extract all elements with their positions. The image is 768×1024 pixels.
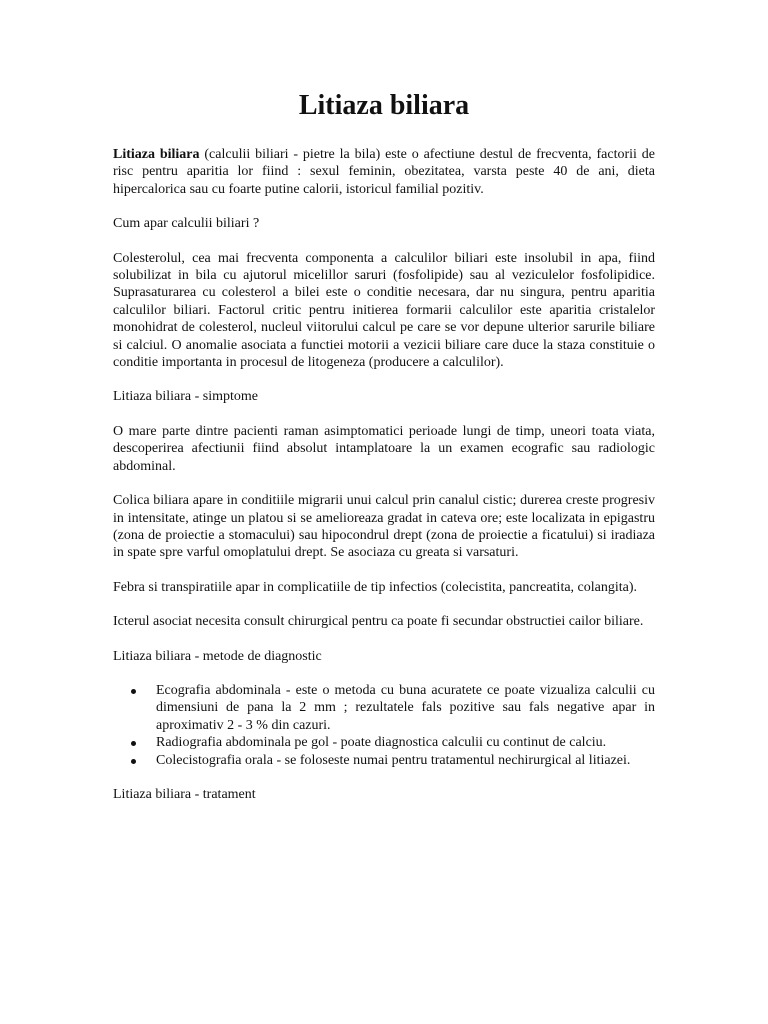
intro-text: (calculii biliari - pietre la bila) este o afectiune destul de frecventa, factorii de risc pentru aparitia lor fiind : sexul feminin, obezitatea, varsta peste 40 de ani, dieta hipercalorica sau cu foarte putine calorii, istoricul familial pozitiv. — [113, 147, 655, 197]
paragraph-asimptomatici: O mare parte dintre pacienti raman asimptomatici perioade lungi de timp, uneori toata viata, descoperirea afectiunii fiind absolut intamplatoare la un examen ecografic sau radiologic abdominal. — [113, 423, 655, 474]
section-heading-tratament: Litiaza biliara - tratament — [113, 786, 256, 802]
intro-bold-lead: Litiaza biliara — [113, 147, 200, 162]
section-heading-diagnostic: Litiaza biliara - metode de diagnostic — [113, 648, 322, 664]
paragraph-icterul: Icterul asociat necesita consult chirurgical pentru ca poate fi secundar obstructiei cailor biliare. — [113, 614, 644, 630]
section-heading-cum-apar: Cum apar calculii biliari ? — [113, 216, 260, 232]
bullet-icon — [131, 689, 136, 694]
section-heading-simptome: Litiaza biliara - simptome — [113, 389, 259, 405]
document-title: Litiaza biliara — [298, 90, 470, 121]
list-item-text: Radiografia abdominala pe gol - poate diagnostica calculii cu continut de calciu. — [156, 735, 607, 751]
paragraph-colica-biliara: Colica biliara apare in conditiile migrarii unui calcul prin canalul cistic; durerea creste progresiv in intensitate, atinge un platou si se amelioreaza gradat in cateva ore; este localizata in epigastru (zona de proiectie a stomacului) sau hipocondrul drept (zona de proiectie a ficatului) si iradiaza in spate spre varful omoplatului drept. Se asociaza cu greata si varsaturi. — [113, 493, 655, 561]
list-item-text: Ecografia abdominala - este o metoda cu buna acuratete ce poate vizualiza calculii cu dimensiuni de pana la 2 mm ; rezultatele fals pozitive sau fals negative apar in aproximativ 2 - 3 % din cazuri. — [156, 682, 655, 733]
list-item-text: Colecistografia orala - se foloseste numai pentru tratamentul nechirurgical al litiazei. — [156, 752, 631, 768]
bullet-icon — [131, 741, 136, 746]
list-item — [156, 752, 655, 769]
paragraph-febra: Febra si transpiratiile apar in complicatiile de tip infectios (colecistita, pancreatita, colangita). — [113, 579, 638, 595]
list-item — [156, 682, 655, 734]
intro-paragraph — [113, 146, 655, 198]
diagnostic-list — [113, 682, 655, 769]
paragraph-colesterol: Colesterolul, cea mai frecventa componenta a calculilor biliari este insolubil in apa, fiind solubilizat in bila cu ajutorul micelillor saruri (fosfolipide) sau al veziculelor fosfolipidice. Suprasaturarea cu colesterol a bilei este o conditie necesara, dar nu singura, pentru aparitia calculilor biliari. Factorul critic pentru initierea formarii calculilor este aparitia cristalelor monohidrat de colesterol, nucleul viitorului calcul pe care se vor depune ulterior sarurile biliare si calciul. O anomalie asociata a functiei motorii a vezicii biliare care duce la staza constituie o conditie importanta in procesul de litogeneza (producere a calculilor). — [113, 250, 655, 371]
bullet-icon — [131, 759, 136, 764]
document-page — [113, 88, 655, 820]
list-item — [156, 734, 655, 751]
